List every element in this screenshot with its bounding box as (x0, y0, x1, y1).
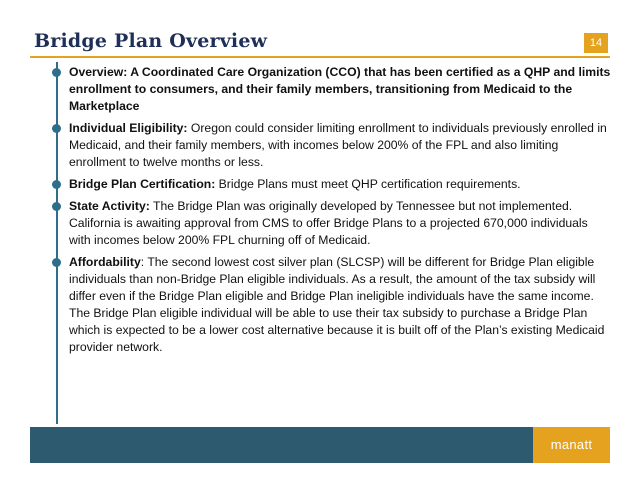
bullet-overview (52, 64, 612, 115)
bullet-text: The Bridge Plan was originally developed by Tennessee but not implemented. California is awaiting approval from CMS to offer Bridge Plans to a projected 670,000 individuals with incomes below 200% FPL churning off of Medicaid. (69, 199, 588, 247)
bullet-dot-icon (52, 202, 61, 211)
manatt-logo: manatt (533, 427, 610, 463)
bullet-lead: Bridge Plan Certification: (69, 177, 216, 191)
bullet-text: Oregon could consider limiting enrollment to individuals previously enrolled in Medicaid, and their family members, with incomes below 200% of the FPL and also limiting enrollment to twelve months or less. (69, 121, 607, 169)
bullet-lead: State Activity: (69, 199, 150, 213)
bullet-dot-icon (52, 180, 61, 189)
bullet-certification (52, 176, 612, 193)
bullet-dot-icon (52, 68, 61, 77)
title-divider (30, 56, 610, 58)
bullet-list (52, 64, 612, 361)
page-number-badge: 14 (584, 33, 608, 53)
bullet-dot-icon (52, 258, 61, 267)
bullet-text: : The second lowest cost silver plan (SLCSP) will be different for Bridge Plan eligible individuals than non-Bridge Plan eligible individuals. As a result, the amount of the tax subsidy will differ even if the Bridge Plan eligible and Bridge Plan ineligible individuals have the same income. The Bridge Plan eligible individual will be able to use their tax subsidy to purchase a Bridge Plan which is expected to be a lower cost alternative because it is built off of the Plan’s existing Medicaid provider network. (69, 255, 605, 354)
bullet-lead: Individual Eligibility: (69, 121, 188, 135)
slide-title: Bridge Plan Overview (34, 30, 268, 52)
bullet-affordability (52, 254, 612, 356)
bullet-text: Bridge Plans must meet QHP certification requirements. (215, 177, 521, 191)
bullet-state-activity (52, 198, 612, 249)
bullet-lead: Overview: A Coordinated Care Organization (CCO) that has been certified as a QHP and limits enrollment to consumers, and their family members, transitioning from Medicaid to the Marketplace (69, 65, 611, 113)
bullet-lead: Affordability (69, 255, 141, 269)
bullet-dot-icon (52, 124, 61, 133)
bullet-individual-eligibility (52, 120, 612, 171)
footer-bar (30, 427, 610, 463)
